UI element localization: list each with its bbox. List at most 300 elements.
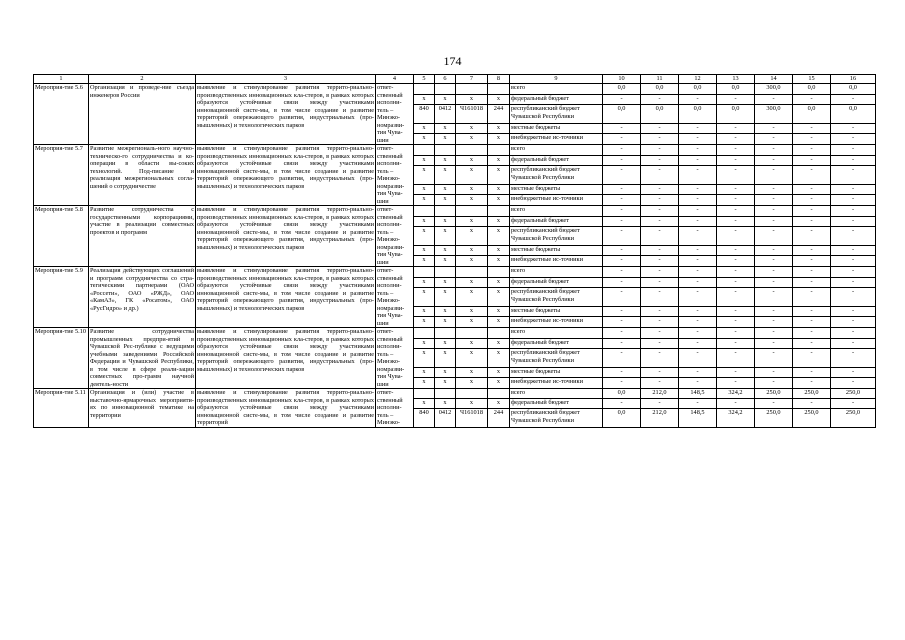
funding-value: - bbox=[603, 166, 641, 185]
funding-value: - bbox=[679, 288, 717, 307]
funding-value: - bbox=[603, 378, 641, 389]
funding-source: республиканский бюджет Чувашской Республики bbox=[510, 409, 603, 427]
budget-code: х bbox=[456, 367, 488, 378]
event-goal: выявление и стимулирование развития террито-риально-производственных инновационных кла-стеров, в рамках которых образуются устойчивые связи между участниками инновационной систе-мы, в том числе создание и развитие территорий bbox=[197, 389, 374, 426]
funding-value: - bbox=[679, 166, 717, 185]
funding-value: - bbox=[831, 134, 876, 145]
funding-value: - bbox=[831, 267, 876, 278]
funding-value: - bbox=[717, 227, 755, 246]
funding-value: 250,0 bbox=[793, 409, 831, 427]
budget-code: х bbox=[435, 399, 456, 409]
funding-value: - bbox=[831, 338, 876, 349]
event-name: Организация и проведе-ние съезда инженеров России bbox=[89, 84, 196, 145]
responsible-executor: ответ-ственный исполни-тель – Минэко-номразви-тия Чува-шии bbox=[376, 267, 414, 328]
event-name: Развитие сотрудничества промышленных предпри-ятий в Чувашской Рес-публике с ведущими учебными заведениями Российской Федерации и Чувашской Республики, в том числе в сфере реали-зации совместных про-грамм научной деятель-ности bbox=[90, 328, 194, 388]
funding-value: - bbox=[717, 399, 755, 409]
funding-value: - bbox=[755, 94, 793, 105]
funding-value: - bbox=[793, 206, 831, 217]
funding-value: - bbox=[793, 338, 831, 349]
responsible-executor: ответ-ственный исполни-тель – Минэко-номразви-тия Чува-шии bbox=[376, 84, 414, 145]
funding-value: - bbox=[641, 256, 679, 267]
responsible-executor: ответ-ственный исполни-тель – Минэко-номразви-тия Чува-шии bbox=[376, 145, 414, 206]
funding-value: - bbox=[831, 216, 876, 227]
budget-code: х bbox=[435, 134, 456, 145]
funding-value: - bbox=[641, 378, 679, 389]
funding-source: всего bbox=[510, 206, 603, 217]
funding-source: местные бюджеты bbox=[510, 245, 603, 256]
funding-value: 250,0 bbox=[793, 389, 831, 399]
budget-code: х bbox=[414, 245, 435, 256]
budget-code: х bbox=[488, 277, 510, 288]
funding-value: - bbox=[831, 277, 876, 288]
budget-code: х bbox=[488, 195, 510, 206]
funding-value: - bbox=[717, 288, 755, 307]
funding-value: - bbox=[755, 155, 793, 166]
funding-value: - bbox=[603, 367, 641, 378]
funding-value: - bbox=[717, 134, 755, 145]
event-id: Мероприя-тие 5.8 bbox=[34, 206, 89, 267]
funding-value: - bbox=[755, 317, 793, 328]
funding-value: - bbox=[641, 145, 679, 156]
funding-source: республиканский бюджет Чувашской Республики bbox=[510, 288, 603, 307]
event-name: Развитие межрегиональ-ного научно-техническо-го сотрудничества и ко-операции в области вы-соких технологий. Под-писание и реализация межрегиональных согла-шений о сотрудничестве bbox=[89, 145, 196, 206]
funding-value: - bbox=[641, 184, 679, 195]
funding-value: - bbox=[717, 306, 755, 317]
responsible-executor: ответ-ственный исполни-тель – Минэко-номразви-тия Чува-шии bbox=[376, 328, 414, 389]
funding-value: - bbox=[717, 155, 755, 166]
column-number: 1 bbox=[34, 75, 89, 84]
funding-value: - bbox=[717, 145, 755, 156]
column-number: 15 bbox=[793, 75, 831, 84]
funding-value: - bbox=[831, 155, 876, 166]
funding-value: 0,0 bbox=[603, 389, 641, 399]
funding-source: федеральный бюджет bbox=[510, 338, 603, 349]
funding-value: - bbox=[679, 378, 717, 389]
funding-value: 0,0 bbox=[717, 84, 755, 95]
funding-value: - bbox=[755, 123, 793, 134]
funding-value: - bbox=[679, 256, 717, 267]
funding-value: - bbox=[831, 317, 876, 328]
funding-source: местные бюджеты bbox=[510, 123, 603, 134]
funding-value: - bbox=[831, 94, 876, 105]
funding-value: - bbox=[641, 267, 679, 278]
budget-code: 840 bbox=[414, 409, 435, 427]
funding-value: - bbox=[717, 216, 755, 227]
funding-value: - bbox=[641, 306, 679, 317]
funding-value: - bbox=[831, 166, 876, 185]
budget-code: 0412 bbox=[435, 105, 456, 124]
budget-code: 840 bbox=[414, 105, 435, 124]
budget-code: х bbox=[456, 155, 488, 166]
funding-source: всего bbox=[510, 267, 603, 278]
funding-value: - bbox=[793, 166, 831, 185]
funding-value: 0,0 bbox=[793, 105, 831, 124]
budget-code: х bbox=[414, 288, 435, 307]
funding-value: - bbox=[793, 349, 831, 368]
budget-code: х bbox=[488, 216, 510, 227]
funding-value: - bbox=[755, 166, 793, 185]
funding-value: - bbox=[755, 256, 793, 267]
funding-value: - bbox=[793, 227, 831, 246]
budget-code bbox=[456, 328, 488, 339]
table-row bbox=[34, 389, 876, 399]
funding-source: внебюджетные ис-точники bbox=[510, 195, 603, 206]
funding-value: - bbox=[755, 349, 793, 368]
funding-source: федеральный бюджет bbox=[510, 399, 603, 409]
budget-code bbox=[488, 389, 510, 399]
funding-value: - bbox=[755, 245, 793, 256]
budget-code: х bbox=[488, 306, 510, 317]
funding-value: - bbox=[793, 267, 831, 278]
column-number: 11 bbox=[641, 75, 679, 84]
budget-code: 244 bbox=[488, 105, 510, 124]
budget-code: х bbox=[456, 227, 488, 246]
budget-code: х bbox=[456, 399, 488, 409]
budget-code bbox=[488, 84, 510, 95]
funding-value: - bbox=[717, 378, 755, 389]
funding-value: - bbox=[793, 288, 831, 307]
funding-value: - bbox=[603, 328, 641, 339]
budget-code: х bbox=[414, 155, 435, 166]
budget-code: 0412 bbox=[435, 409, 456, 427]
budget-code: х bbox=[456, 288, 488, 307]
budget-code bbox=[435, 389, 456, 399]
budget-code: х bbox=[414, 317, 435, 328]
column-number: 2 bbox=[89, 75, 196, 84]
table-row bbox=[34, 145, 876, 156]
funding-value: - bbox=[755, 367, 793, 378]
funding-value: - bbox=[755, 338, 793, 349]
funding-value: - bbox=[793, 277, 831, 288]
funding-value: - bbox=[717, 317, 755, 328]
budget-code: х bbox=[414, 256, 435, 267]
responsible-executor: ответ-ственный исполни-тель – Минэко- bbox=[376, 389, 414, 428]
budget-code: х bbox=[414, 349, 435, 368]
funding-value: 0,0 bbox=[641, 105, 679, 124]
funding-source: местные бюджеты bbox=[510, 184, 603, 195]
budget-code: х bbox=[414, 378, 435, 389]
funding-value: - bbox=[717, 256, 755, 267]
funding-value: - bbox=[831, 245, 876, 256]
column-number: 4 bbox=[376, 75, 414, 84]
budget-code: х bbox=[488, 288, 510, 307]
funding-value: - bbox=[603, 145, 641, 156]
budget-code: х bbox=[435, 245, 456, 256]
budget-code bbox=[414, 267, 435, 278]
column-number: 12 bbox=[679, 75, 717, 84]
funding-value: - bbox=[603, 338, 641, 349]
budget-code: х bbox=[488, 349, 510, 368]
funding-source: всего bbox=[510, 145, 603, 156]
budget-code: х bbox=[456, 378, 488, 389]
table-row bbox=[34, 84, 876, 95]
budget-code: х bbox=[488, 227, 510, 246]
funding-value: - bbox=[603, 94, 641, 105]
funding-value: - bbox=[679, 306, 717, 317]
budget-code: х bbox=[435, 256, 456, 267]
budget-code: х bbox=[435, 317, 456, 328]
funding-value: - bbox=[603, 206, 641, 217]
funding-value: 250,0 bbox=[755, 389, 793, 399]
funding-value: - bbox=[641, 399, 679, 409]
event-id: Мероприя-тие 5.7 bbox=[34, 145, 89, 206]
funding-value: - bbox=[603, 155, 641, 166]
budget-code bbox=[456, 145, 488, 156]
funding-value: 300,0 bbox=[755, 105, 793, 124]
budget-code: х bbox=[488, 166, 510, 185]
column-number: 6 bbox=[435, 75, 456, 84]
table-row bbox=[34, 267, 876, 278]
funding-value: - bbox=[755, 399, 793, 409]
funding-value: - bbox=[641, 123, 679, 134]
event-id: Мероприя-тие 5.9 bbox=[34, 267, 89, 328]
funding-value: - bbox=[641, 216, 679, 227]
column-number: 7 bbox=[456, 75, 488, 84]
funding-value: - bbox=[641, 134, 679, 145]
budget-code: х bbox=[414, 123, 435, 134]
event-id: Мероприя-тие 5.11 bbox=[34, 389, 89, 428]
funding-value: - bbox=[679, 216, 717, 227]
funding-source: республиканский бюджет Чувашской Республики bbox=[510, 349, 603, 368]
funding-value: - bbox=[755, 267, 793, 278]
funding-value: - bbox=[641, 277, 679, 288]
funding-value: 212,0 bbox=[641, 409, 679, 427]
funding-source: внебюджетные ис-точники bbox=[510, 134, 603, 145]
budget-code: х bbox=[456, 166, 488, 185]
funding-source: внебюджетные ис-точники bbox=[510, 317, 603, 328]
funding-value: - bbox=[603, 245, 641, 256]
column-number: 14 bbox=[755, 75, 793, 84]
funding-value: 212,0 bbox=[641, 389, 679, 399]
funding-value: - bbox=[641, 227, 679, 246]
funding-value: - bbox=[717, 166, 755, 185]
funding-value: - bbox=[641, 94, 679, 105]
funding-value: 300,0 bbox=[755, 84, 793, 95]
funding-value: - bbox=[793, 145, 831, 156]
budget-code: х bbox=[456, 184, 488, 195]
budget-code: х bbox=[456, 123, 488, 134]
budget-code: х bbox=[414, 338, 435, 349]
budget-code bbox=[435, 206, 456, 217]
funding-value: - bbox=[679, 338, 717, 349]
column-number: 5 bbox=[414, 75, 435, 84]
budget-code: х bbox=[456, 245, 488, 256]
funding-value: - bbox=[679, 399, 717, 409]
budget-code: х bbox=[414, 216, 435, 227]
funding-value: - bbox=[793, 378, 831, 389]
funding-value: - bbox=[641, 288, 679, 307]
budget-code: х bbox=[435, 306, 456, 317]
funding-value: - bbox=[717, 195, 755, 206]
funding-value: - bbox=[793, 155, 831, 166]
responsible-executor: ответ-ственный исполни-тель – Минэко-номразви-тия Чува-шии bbox=[376, 206, 414, 267]
budget-code: х bbox=[456, 216, 488, 227]
budget-code bbox=[414, 84, 435, 95]
budget-code: х bbox=[456, 317, 488, 328]
column-number: 16 bbox=[831, 75, 876, 84]
funding-value: - bbox=[831, 206, 876, 217]
funding-value: - bbox=[755, 306, 793, 317]
funding-source: республиканский бюджет Чувашской Республики bbox=[510, 166, 603, 185]
column-number: 10 bbox=[603, 75, 641, 84]
funding-source: республиканский бюджет Чувашской Республики bbox=[510, 105, 603, 124]
budget-code: х bbox=[435, 349, 456, 368]
funding-value: - bbox=[641, 155, 679, 166]
budget-code: х bbox=[414, 306, 435, 317]
funding-value: - bbox=[831, 399, 876, 409]
budget-code bbox=[414, 206, 435, 217]
budget-code bbox=[488, 145, 510, 156]
funding-value: - bbox=[755, 328, 793, 339]
funding-value: 250,0 bbox=[831, 389, 876, 399]
funding-value: 148,5 bbox=[679, 409, 717, 427]
funding-value: - bbox=[831, 195, 876, 206]
budget-code: х bbox=[488, 184, 510, 195]
funding-value: - bbox=[679, 123, 717, 134]
funding-value: - bbox=[831, 256, 876, 267]
budget-code bbox=[435, 145, 456, 156]
funding-value: 0,0 bbox=[831, 105, 876, 124]
budget-code bbox=[414, 328, 435, 339]
funding-value: - bbox=[679, 267, 717, 278]
funding-value: - bbox=[793, 256, 831, 267]
budget-code: х bbox=[488, 399, 510, 409]
budget-code: х bbox=[488, 367, 510, 378]
funding-value: - bbox=[603, 256, 641, 267]
funding-value: 0,0 bbox=[679, 105, 717, 124]
funding-value: - bbox=[603, 123, 641, 134]
funding-value: - bbox=[831, 184, 876, 195]
funding-source: местные бюджеты bbox=[510, 306, 603, 317]
funding-value: - bbox=[831, 123, 876, 134]
event-id: Мероприя-тие 5.10 bbox=[34, 328, 89, 389]
event-goal: выявление и стимулирование развития террито-риально-производственных инновационных кла-стеров, в рамках которых образуются устойчивые связи между участниками инновационной систе-мы, в том числе создание и развитие территорий опережающего развития, индустриальных (про-мышленных) и технологических парков bbox=[196, 206, 376, 267]
column-number: 3 bbox=[196, 75, 376, 84]
budget-code: х bbox=[488, 134, 510, 145]
event-id: Мероприя-тие 5.6 bbox=[34, 84, 89, 145]
funding-value: - bbox=[717, 328, 755, 339]
budget-code: х bbox=[488, 256, 510, 267]
event-goal: выявление и стимулирование развития террито-риально-производственных инновационных кла-стеров, в рамках которых образуются устойчивые связи между участниками инновационной систе-мы, в том числе создание и развитие территорий опережающего развития, индустриальных (про-мышленных) и технологических парков bbox=[196, 84, 376, 145]
event-goal: выявление и стимулирование развития террито-риально-производственных инновационных кла-стеров, в рамках которых образуются устойчивые связи между участниками инновационной систе-мы, в том числе создание и развитие территорий опережающего развития, индустриальных (про-мышленных) и технологических парков bbox=[196, 328, 376, 389]
budget-code: х bbox=[488, 338, 510, 349]
budget-code bbox=[414, 389, 435, 399]
funding-value: - bbox=[755, 216, 793, 227]
funding-value: - bbox=[755, 145, 793, 156]
budget-code: х bbox=[435, 184, 456, 195]
funding-value: - bbox=[679, 349, 717, 368]
budget-code: Ч161018 bbox=[456, 409, 488, 427]
funding-value: - bbox=[679, 134, 717, 145]
budget-code: х bbox=[435, 338, 456, 349]
funding-value: 324,2 bbox=[717, 409, 755, 427]
column-number-row bbox=[34, 75, 876, 84]
funding-value: - bbox=[755, 134, 793, 145]
funding-value: - bbox=[603, 306, 641, 317]
budget-code: х bbox=[435, 94, 456, 105]
funding-value: - bbox=[793, 216, 831, 227]
budget-code: х bbox=[488, 245, 510, 256]
funding-value: - bbox=[603, 134, 641, 145]
budget-code: х bbox=[435, 195, 456, 206]
budget-code bbox=[456, 206, 488, 217]
funding-value: 0,0 bbox=[679, 84, 717, 95]
budget-code: х bbox=[414, 134, 435, 145]
funding-value: - bbox=[717, 338, 755, 349]
funding-value: - bbox=[603, 227, 641, 246]
funding-value: - bbox=[793, 317, 831, 328]
funding-value: - bbox=[755, 184, 793, 195]
funding-value: 0,0 bbox=[603, 105, 641, 124]
funding-value: - bbox=[717, 123, 755, 134]
funding-value: - bbox=[603, 267, 641, 278]
funding-value: - bbox=[831, 378, 876, 389]
funding-source: федеральный бюджет bbox=[510, 277, 603, 288]
funding-value: - bbox=[717, 184, 755, 195]
funding-value: - bbox=[717, 206, 755, 217]
budget-code bbox=[456, 389, 488, 399]
table-row bbox=[34, 328, 876, 339]
funding-value: - bbox=[831, 306, 876, 317]
funding-value: - bbox=[603, 317, 641, 328]
funding-source: федеральный бюджет bbox=[510, 216, 603, 227]
budget-code: х bbox=[456, 195, 488, 206]
funding-value: - bbox=[641, 367, 679, 378]
budget-code: х bbox=[456, 306, 488, 317]
table-row bbox=[34, 206, 876, 217]
funding-value: - bbox=[603, 195, 641, 206]
event-name: Реализация действующих соглашений и программ сотрудничества со стра-тегическими партнерами (ОАО «Россети», ОАО «РЖД», ОАО «КамАЗ», ГК «Росатом», ОАО «РусГидро» и др.) bbox=[89, 267, 196, 328]
funding-source: республиканский бюджет Чувашской Республики bbox=[510, 227, 603, 246]
funding-value: - bbox=[641, 195, 679, 206]
funding-value: - bbox=[641, 328, 679, 339]
budget-code: х bbox=[435, 277, 456, 288]
funding-value: - bbox=[679, 317, 717, 328]
funding-value: - bbox=[641, 317, 679, 328]
budget-code bbox=[435, 267, 456, 278]
funding-value: - bbox=[755, 195, 793, 206]
funding-value: 0,0 bbox=[603, 409, 641, 427]
budget-code: х bbox=[456, 338, 488, 349]
budget-code bbox=[488, 267, 510, 278]
column-number: 13 bbox=[717, 75, 755, 84]
budget-code: х bbox=[414, 367, 435, 378]
funding-value: - bbox=[755, 227, 793, 246]
funding-value: - bbox=[679, 184, 717, 195]
budget-code bbox=[456, 267, 488, 278]
event-goal: выявление и стимулирование развития террито-риально-производственных инновационных кла-стеров, в рамках которых образуются устойчивые связи между участниками инновационной систе-мы, в том числе создание и развитие территорий опережающего развития, индустриальных (про-мышленных) и технологических парков bbox=[196, 267, 376, 328]
funding-value: - bbox=[755, 378, 793, 389]
funding-value: 0,0 bbox=[717, 105, 755, 124]
funding-value: - bbox=[793, 245, 831, 256]
funding-value: - bbox=[755, 206, 793, 217]
budget-code: х bbox=[456, 134, 488, 145]
funding-value: - bbox=[717, 367, 755, 378]
budget-code bbox=[488, 328, 510, 339]
budget-code: х bbox=[488, 94, 510, 105]
budget-code: х bbox=[435, 166, 456, 185]
funding-source: всего bbox=[510, 84, 603, 95]
funding-value: 0,0 bbox=[793, 84, 831, 95]
budget-code bbox=[488, 206, 510, 217]
budget-code bbox=[435, 328, 456, 339]
funding-source: внебюджетные ис-точники bbox=[510, 378, 603, 389]
funding-value: - bbox=[717, 277, 755, 288]
funding-value: - bbox=[679, 206, 717, 217]
event-name: Развитие сотрудничества с государственными корпорациями, участие в реализации совместных проектов и программ bbox=[89, 206, 196, 267]
budget-code: х bbox=[435, 123, 456, 134]
funding-value: - bbox=[679, 227, 717, 246]
